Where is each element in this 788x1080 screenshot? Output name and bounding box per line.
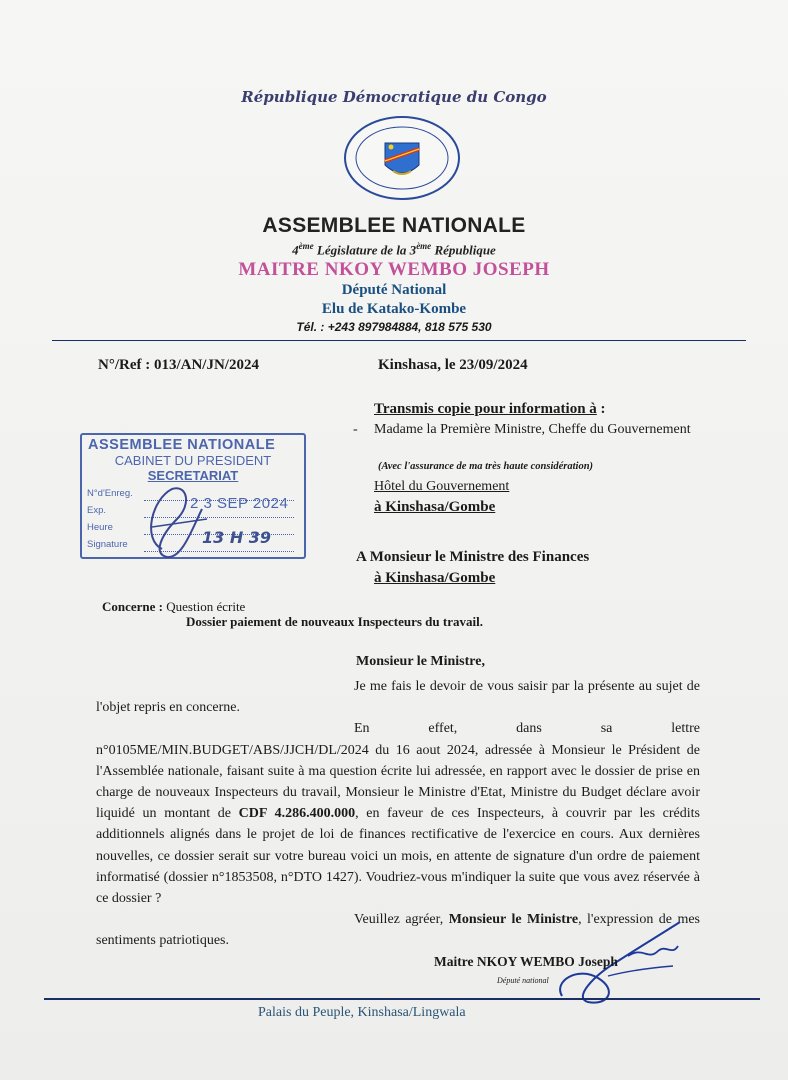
deputy-phone: Tél. : +243 897984884, 818 575 530	[296, 320, 492, 334]
deputy-title: Député National	[341, 282, 447, 298]
reference-number: N°/Ref : 013/AN/JN/2024	[98, 357, 259, 373]
received-stamp	[80, 433, 306, 559]
stamp-date: 2 3 SEP 2024	[190, 495, 289, 512]
letter-body	[96, 676, 700, 952]
paragraph-closing: Veuillez agréer, Monsieur le Ministre, l'expression de mes sentiments patriotiques.	[96, 912, 700, 949]
signatory-name: Maitre NKOY WEMBO Joseph	[434, 954, 618, 969]
copy-city: à Kinshasa/Gombe	[374, 499, 496, 515]
paragraph-1: Je me fais le devoir de vous saisir par la présente au sujet de l'objet repris en concerne.	[96, 679, 700, 716]
stamp-label-enreg: N°d'Enreg.	[87, 488, 133, 499]
amount: CDF 4.286.400.000	[238, 806, 356, 822]
copy-address: Hôtel du Gouvernement	[374, 479, 510, 494]
republic-heading: République Démocratique du Congo	[241, 88, 547, 106]
copy-heading: Transmis copie pour information à :	[374, 401, 606, 417]
copy-note: (Avec l'assurance de ma très haute considération)	[378, 461, 594, 472]
subject-text: Dossier paiement de nouveaux Inspecteurs du travail.	[186, 614, 483, 629]
stamp-label-heure: Heure	[87, 522, 113, 533]
letter-date: Kinshasa, le 23/09/2024	[378, 357, 528, 373]
header-rule	[52, 340, 746, 341]
stamp-label-exp: Exp.	[87, 505, 107, 516]
assembly-title: ASSEMBLEE NATIONALE	[262, 214, 526, 237]
footer-address: Palais du Peuple, Kinshasa/Lingwala	[258, 1005, 466, 1020]
deputy-name: MAITRE NKOY WEMBO JOSEPH	[238, 259, 550, 280]
list-dash: -	[353, 422, 358, 437]
stamp-time: 13 H 39	[202, 528, 272, 547]
stamp-signature-scribble	[132, 479, 212, 561]
stamp-line-2: CABINET DU PRESIDENT	[114, 453, 272, 468]
copy-recipient: - Madame la Première Ministre, Cheffe du Gouvernement	[374, 420, 704, 440]
stamp-label-signature: Signature	[87, 539, 128, 550]
legislature-line: 4ème Législature de la 3ème République	[292, 241, 496, 258]
assembly-seal-logo	[343, 115, 461, 201]
signatory-title: Député national	[497, 976, 549, 985]
subject-label-line: Concerne : Question écrite	[102, 599, 246, 614]
footer-rule	[44, 998, 760, 1000]
stamp-line-3: SECRETARIAT	[147, 468, 239, 483]
deputy-constituency: Elu de Katako-Kombe	[321, 301, 467, 317]
stamp-line-1: ASSEMBLEE NATIONALE	[88, 437, 276, 453]
salutation: Monsieur le Ministre,	[356, 654, 485, 669]
addressee-city: à Kinshasa/Gombe	[374, 570, 496, 586]
addressee: A Monsieur le Ministre des Finances	[356, 549, 590, 565]
paragraph-2: En effet, dans sa lettre n°0105ME/MIN.BUDGET/ABS/JJCH/DL/2024 du 16 aout 2024, adressée à Monsieur le Président de l'Assemblée nationale, faisant suite à ma question écrite lui adressée, en rapport avec le dossier de prise en charge de nouveaux Inspecteurs du travail, Monsieur le Ministre d'Etat, Ministre du Budget déclare avoir liquidé un montant de CDF 4.286.400.000, en faveur de ces Inspecteurs, à couvrir par les crédits additionnels alignés dans le projet de loi de finances rectificative de l'exercice en cours. Aux dernières nouvelles, ce dossier serait sur votre bureau voici un mois, en attente de signature d'un ordre de paiement informatisé (dossier n°1853508, n°DTO 1427). Voudriez-vous m'indiquer la suite que vous avez réservée à ce dossier ?	[96, 721, 701, 907]
